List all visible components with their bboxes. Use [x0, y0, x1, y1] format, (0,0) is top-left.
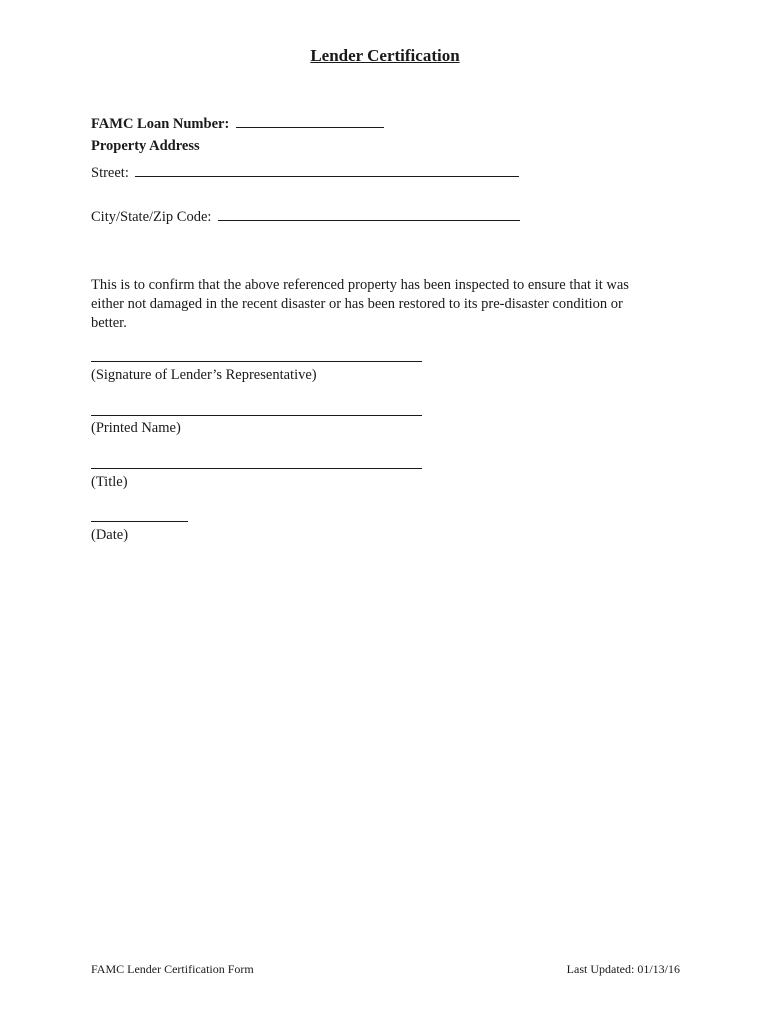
street-field[interactable]	[135, 162, 519, 177]
loan-number-row	[91, 113, 384, 133]
footer-form-name: FAMC Lender Certification Form	[91, 962, 254, 976]
title-caption: (Title)	[91, 474, 128, 490]
footer-last-updated: Last Updated: 01/13/16	[566, 962, 680, 976]
printed-name-caption: (Printed Name)	[91, 420, 181, 436]
city-state-zip-label: City/State/Zip Code:	[91, 209, 212, 225]
title-line[interactable]	[91, 468, 422, 469]
loan-number-field[interactable]	[236, 113, 384, 128]
signature-caption: (Signature of Lender’s Representative)	[91, 367, 317, 383]
street-row	[91, 162, 519, 182]
date-caption: (Date)	[91, 527, 129, 543]
street-label: Street:	[91, 165, 129, 181]
printed-name-line[interactable]	[91, 415, 422, 416]
date-line[interactable]	[91, 521, 188, 522]
document-title: Lender Certification	[310, 46, 460, 65]
property-address-heading: Property Address	[91, 138, 200, 154]
certification-paragraph: This is to confirm that the above referenced property has been inspected to ensure that it was either not damaged in the recent disaster or has been restored to its pre-disaster condition or better.	[91, 277, 629, 331]
loan-number-label: FAMC Loan Number:	[91, 116, 230, 132]
city-state-zip-field[interactable]	[218, 206, 520, 221]
city-state-zip-row	[91, 206, 520, 226]
signature-line[interactable]	[91, 361, 422, 362]
